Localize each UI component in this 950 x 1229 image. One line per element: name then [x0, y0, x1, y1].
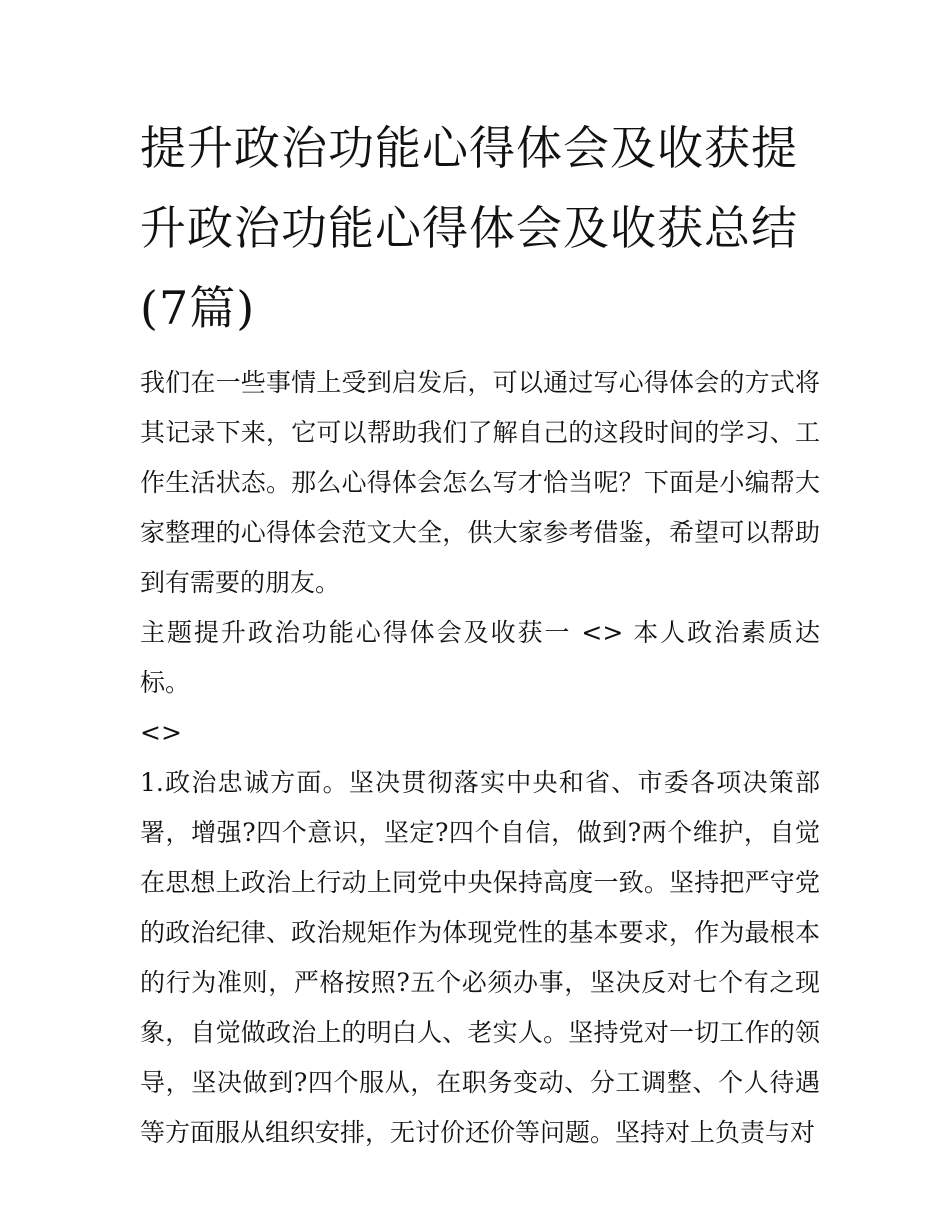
intro-paragraph: 我们在一些事情上受到启发后，可以通过写心得体会的方式将其记录下来，它可以帮助我们了解自己的这段时间的学习、工作生活状态。那么心得体会怎么写才恰当呢？下面是小编帮大家整理的心得体会范文大全，供大家参考借鉴，希望可以帮助到有需要的朋友。 — [140, 368, 820, 597]
document-title: 提升政治功能心得体会及收获提升政治功能心得体会及收获总结(7篇) — [140, 121, 798, 335]
document-page — [140, 108, 820, 1158]
section-heading: 主题提升政治功能心得体会及收获一 <> 本人政治素质达标。 — [140, 618, 820, 697]
separator-marker: <> — [140, 718, 182, 747]
body-paragraph: 1.政治忠诚方面。坚决贯彻落实中央和省、市委各项决策部署，增强?四个意识，坚定?四个自信，做到?两个维护，自觉在思想上政治上行动上同党中央保持高度一致。坚持把严守党的政治纪律、政治规矩作为体现党性的基本要求，作为最根本的行为准则，严格按照?五个必须办事，坚决反对七个有之现象，自觉做政治上的明白人、老实人。坚持党对一切工作的领导，坚决做到?四个服从，在职务变动、分工调整、个人待遇等方面服从组织安排，无讨价还价等问题。坚持对上负责与对 — [140, 768, 820, 1147]
